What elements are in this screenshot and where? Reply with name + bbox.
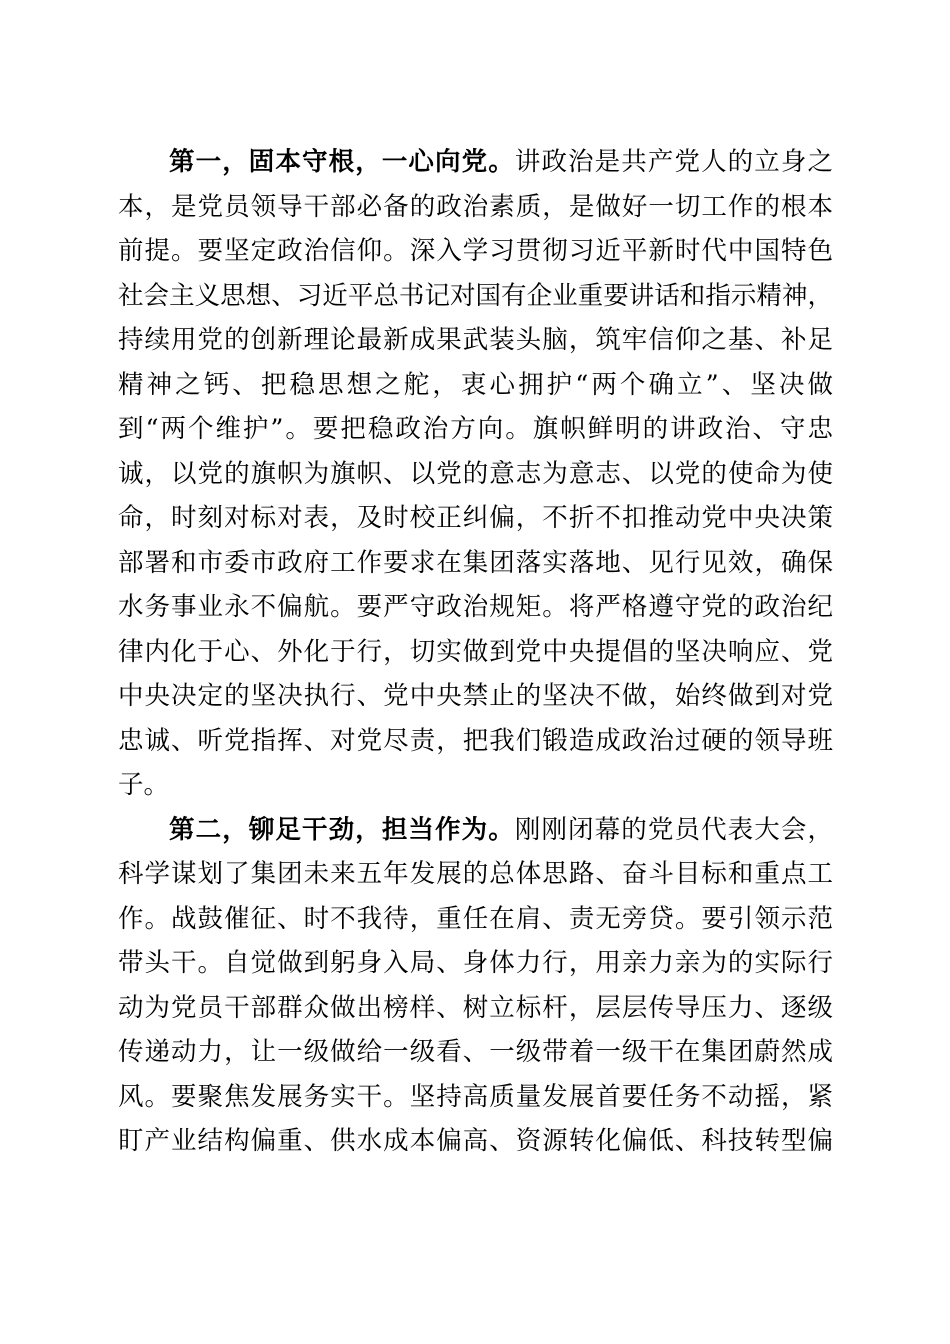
paragraph-1-line-8: 诚，以党的旗帜为旗帜、以党的意志为意志、以党的使命为使 — [118, 458, 833, 489]
paragraph-1-heading: 第一，固本守根，一心向党。 — [169, 147, 515, 177]
paragraph-1-line-12: 律内化于心、外化于行，切实做到党中央提倡的坚决响应、党 — [118, 636, 833, 667]
paragraph-1-line-6: 精神之钙、把稳思想之舵，衷心拥护“两个确立”、坚决做 — [118, 369, 833, 400]
paragraph-1-line-3: 前提。要坚定政治信仰。深入学习贯彻习近平新时代中国特色 — [118, 236, 833, 266]
paragraph-1-line-2: 本，是党员领导干部必备的政治素质，是做好一切工作的根本 — [118, 191, 833, 222]
paragraph-1 — [118, 140, 833, 808]
paragraph-2-line-8: 盯产业结构偏重、供水成本偏高、资源转化偏低、科技转型偏 — [118, 1126, 833, 1156]
paragraph-2-line-5: 动为党员干部群众做出榜样、树立标杆，层层传导压力、逐级 — [118, 992, 833, 1023]
paragraph-1-line-13: 中央决定的坚决执行、党中央禁止的坚决不做，始终做到对党 — [118, 681, 833, 711]
paragraph-1-line-15: 子。 — [118, 770, 170, 800]
paragraph-2-heading: 第二，铆足干劲，担当作为。 — [169, 814, 515, 845]
paragraph-1-line-14: 忠诚、听党指挥、对党尽责，把我们锻造成政治过硬的领导班 — [118, 725, 833, 756]
paragraph-1-line-9: 命，时刻对标对表，及时校正纠偏，不折不扣推动党中央决策 — [118, 503, 833, 533]
paragraph-2-line-1 — [118, 808, 833, 853]
paragraph-2-line-1-text: 刚刚闭幕的党员代表大会， — [514, 814, 833, 845]
paragraph-1-line-7: 到“两个维护”。要把稳政治方向。旗帜鲜明的讲政治、守忠 — [118, 414, 833, 444]
paragraph-1-line-1 — [118, 140, 833, 185]
paragraph-2 — [118, 808, 833, 1164]
paragraph-2-line-2: 科学谋划了集团未来五年发展的总体思路、奋斗目标和重点工 — [118, 859, 833, 889]
paragraph-1-line-11: 水务事业永不偏航。要严守政治规矩。将严格遵守党的政治纪 — [118, 592, 833, 622]
paragraph-2-line-6: 传递动力，让一级做给一级看、一级带着一级干在集团蔚然成 — [118, 1037, 833, 1067]
paragraph-2-line-3: 作。战鼓催征、时不我待，重任在肩、责无旁贷。要引领示范 — [118, 903, 833, 934]
paragraph-2-line-4: 带头干。自觉做到躬身入局、身体力行，用亲力亲为的实际行 — [118, 948, 833, 978]
paragraph-1-line-10: 部署和市委市政府工作要求在集团落实落地、见行见效，确保 — [118, 547, 833, 578]
paragraph-1-line-4: 社会主义思想、习近平总书记对国有企业重要讲话和指示精神， — [118, 280, 833, 311]
paragraph-2-line-7: 风。要聚焦发展务实干。坚持高质量发展首要任务不动摇，紧 — [118, 1081, 833, 1112]
document-body — [118, 140, 833, 1164]
paragraph-1-line-5: 持续用党的创新理论最新成果武装头脑，筑牢信仰之基、补足 — [118, 325, 833, 355]
paragraph-1-line-1-text: 讲政治是共产党人的立身之 — [514, 147, 833, 177]
